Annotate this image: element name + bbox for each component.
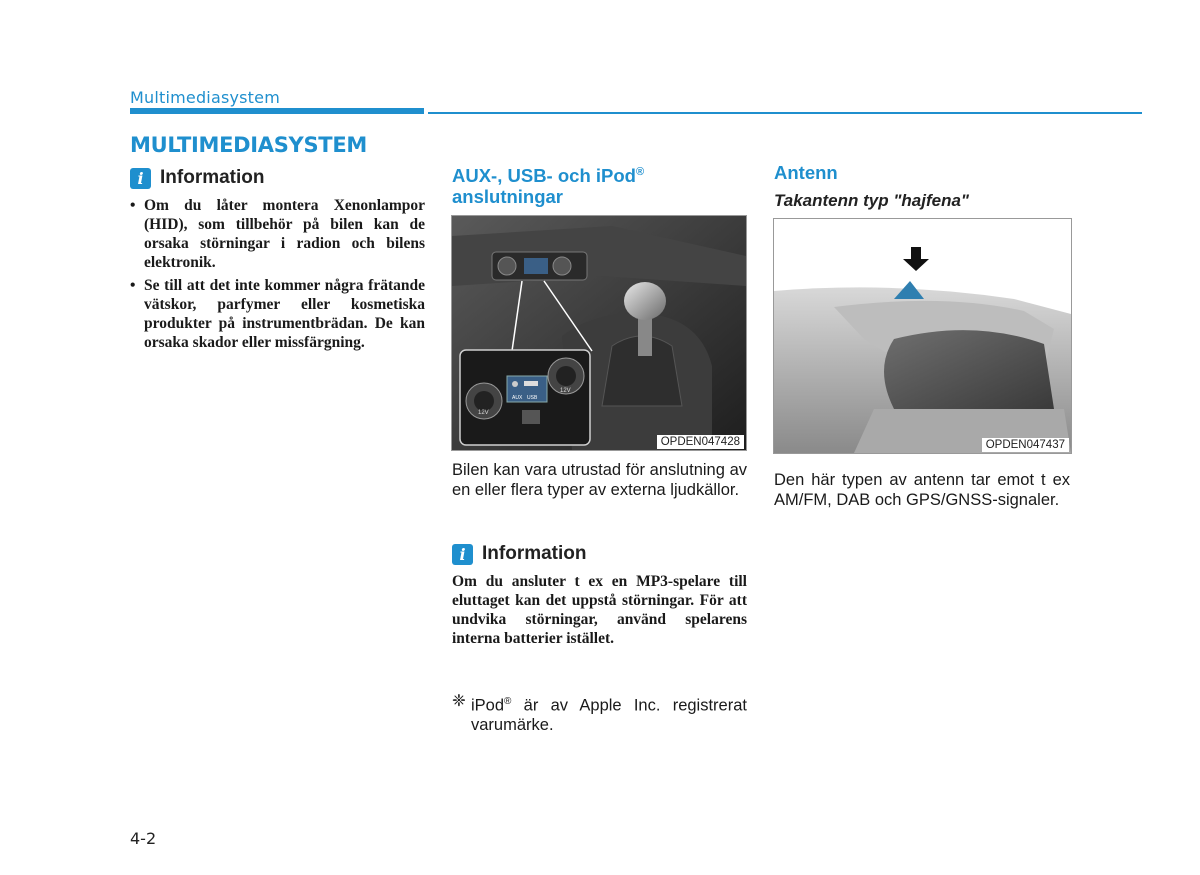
console-illustration xyxy=(452,216,746,450)
section-title: MULTIMEDIASYSTEM xyxy=(130,133,367,157)
note-symbol: ❈ xyxy=(452,692,466,710)
figure-code: OPDEN047437 xyxy=(982,438,1069,452)
antenna-subheading: Takantenn typ "hajfena" xyxy=(774,191,969,210)
middle-info-text: Om du ansluter t ex en MP3-spelare till eluttaget kan det uppstå störningar. För att undvika störningar, använd spelarens interna batterier istället. xyxy=(452,573,747,647)
aux-usb-heading: AUX-, USB- och iPod® anslutningar xyxy=(452,165,645,208)
svg-text:AUX: AUX xyxy=(512,395,523,401)
info-icon: i xyxy=(452,544,473,565)
aux-body-text: Bilen kan vara utrustad för anslutning av en eller flera typer av externa ljudkällor. xyxy=(452,461,747,499)
header-rule-thick xyxy=(130,108,424,114)
antenna-body-text: Den här typen av antenn tar emot t ex AM/FM, DAB och GPS/GNSS-signaler. xyxy=(774,471,1070,509)
svg-text:12V: 12V xyxy=(478,410,489,416)
header-rule-thin xyxy=(428,112,1142,114)
antenna-heading: Antenn xyxy=(774,162,838,183)
svg-text:USB: USB xyxy=(527,395,538,401)
list-item: • Se till att det inte kommer några frätande vätskor, parfymer eller kosmetiska produkter på instrumentbrädan. De kan orsaka skador eller missfärgning. xyxy=(130,277,425,351)
left-info-heading xyxy=(130,167,265,189)
page-number: 4-2 xyxy=(130,829,157,848)
middle-info-heading xyxy=(452,543,587,565)
car-roof-illustration xyxy=(774,219,1071,453)
ipod-trademark-note: ❈ iPod® är av Apple Inc. registrerat varumärke. xyxy=(452,692,747,734)
console-figure xyxy=(451,215,747,451)
figure-code: OPDEN047428 xyxy=(657,435,744,449)
info-icon: i xyxy=(130,168,151,189)
svg-text:12V: 12V xyxy=(560,388,571,394)
info-bullet-list xyxy=(130,196,425,356)
running-header: Multimediasystem xyxy=(130,88,280,107)
info-label: Information xyxy=(160,167,265,188)
info-label: Information xyxy=(482,543,587,564)
antenna-figure xyxy=(773,218,1072,454)
list-item: • Om du låter montera Xenonlampor (HID), som tillbehör på bilen kan de orsaka störningar i radion och bilens elektronik. xyxy=(130,197,425,271)
